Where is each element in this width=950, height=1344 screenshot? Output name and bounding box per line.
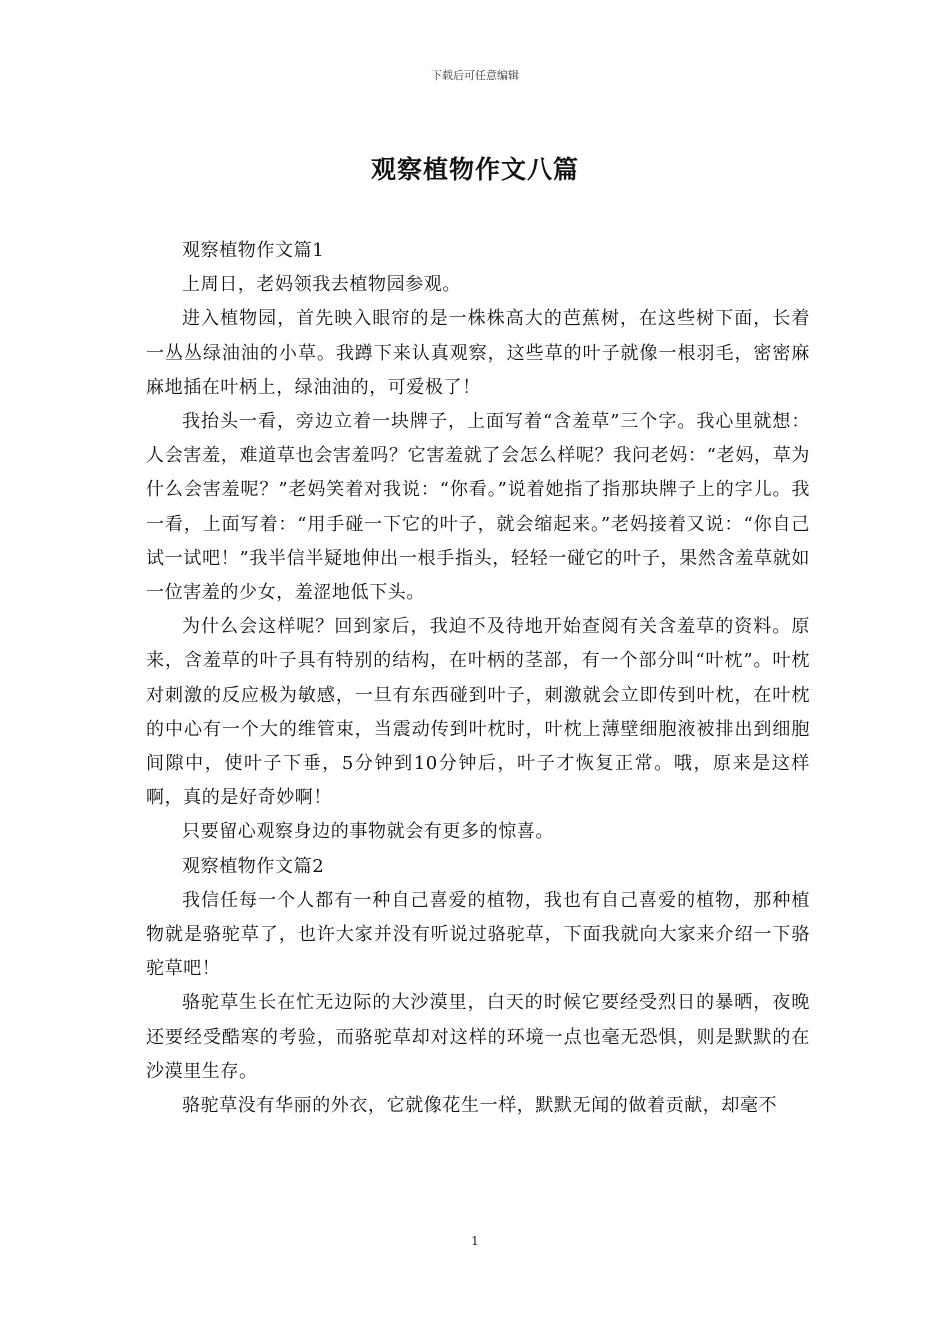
document-body <box>146 234 810 1123</box>
paragraph: 骆驼草生长在忙无边际的大沙漠里，白天的时候它要经受烈日的暴晒，夜晚还要经受酷寒的考验，而骆驼草却对这样的环境一点也毫无恐惧，则是默默的在沙漠里生存。 <box>146 992 810 1082</box>
paragraph: 骆驼草没有华丽的外衣，它就像花生一样，默默无闻的做着贡献，却毫不 <box>182 1095 778 1117</box>
page-number: 1 <box>471 1234 479 1248</box>
paragraph: 为什么会这样呢？回到家后，我迫不及待地开始查阅有关含羞草的资料。原来，含羞草的叶子具有特别的结构，在叶柄的茎部，有一个部分叫“叶枕”。叶枕对刺激的反应极为敏感，一旦有东西碰到叶子，刺激就会立即传到叶枕，在叶枕的中心有一个大的维管束，当震动传到叶枕时，叶枕上薄壁细胞液被排出到细胞间隙中，使叶子下垂，5分钟到10分钟后，叶子才恢复正常。哦，原来是这样啊，真的是好奇妙啊！ <box>146 616 810 809</box>
paragraph: 只要留心观察身边的事物就会有更多的惊喜。 <box>182 821 554 843</box>
paragraph: 上周日，老妈领我去植物园参观。 <box>182 274 461 296</box>
paragraph: 我信任每一个人都有一种自己喜爱的植物，我也有自己喜爱的植物，那种植物就是骆驼草了，也许大家并没有听说过骆驼草，下面我就向大家来介绍一下骆驼草吧！ <box>146 889 810 980</box>
section-heading: 观察植物作文篇2 <box>182 855 325 877</box>
document-title: 观察植物作文八篇 <box>370 155 579 184</box>
paragraph: 进入植物园，首先映入眼帘的是一株株高大的芭蕉树，在这些树下面，长着一丛丛绿油油的小草。我蹲下来认真观察，这些草的叶子就像一根羽毛，密密麻麻地插在叶柄上，绿油油的，可爱极了！ <box>146 308 810 398</box>
header-note: 下载后可任意编辑 <box>431 69 519 82</box>
section-heading: 观察植物作文篇1 <box>182 240 325 261</box>
paragraph: 我抬头一看，旁边立着一块牌子，上面写着“含羞草”三个字。我心里就想：人会害羞，难道草也会害羞吗？它害羞就了会怎么样呢？我问老妈：“老妈，草为什么会害羞呢？”老妈笑着对我说：“你看。”说着她指了指那块牌子上的字儿。我一看，上面写着：“用手碰一下它的叶子，就会缩起来。”老妈接着又说：“你自己试一试吧！”我半信半疑地伸出一根手指头，轻轻一碰它的叶子，果然含羞草就如一位害羞的少女，羞涩地低下头。 <box>146 411 810 604</box>
